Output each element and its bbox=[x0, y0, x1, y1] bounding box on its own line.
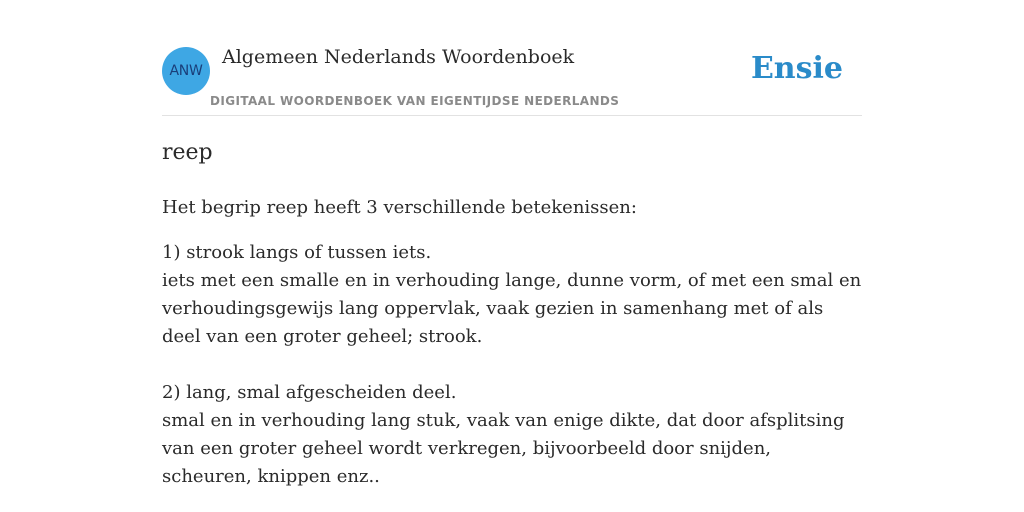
header-divider bbox=[162, 115, 862, 116]
meaning-definition: smal en in verhouding lang stuk, vaak van enige dikte, dat door afsplitsing van een groter geheel wordt verkregen, bijvoorbeeld door snijden, scheuren, knippen enz.. bbox=[162, 410, 845, 487]
entry-intro: Het begrip reep heeft 3 verschillende betekenissen: bbox=[162, 197, 637, 218]
page bbox=[162, 0, 862, 512]
site-subtitle: DIGITAAL WOORDENBOEK VAN EIGENTIJDSE NEDERLANDS bbox=[210, 94, 620, 108]
meaning-definition: iets met een smalle en in verhouding lange, dunne vorm, of met een smal en verhoudingsgewijs lang oppervlak, vaak gezien in samenhang met of als deel van een groter geheel; strook. bbox=[162, 270, 862, 347]
ensie-brand-logo[interactable]: Ensie bbox=[750, 51, 843, 86]
meaning-heading: 1) strook langs of tussen iets. bbox=[162, 242, 432, 263]
anw-logo[interactable] bbox=[162, 47, 210, 95]
site-title[interactable]: Algemeen Nederlands Woordenboek bbox=[222, 46, 575, 68]
anw-logo-text: ANW bbox=[169, 63, 203, 79]
meaning-item bbox=[162, 239, 862, 351]
meaning-heading: 2) lang, smal afgescheiden deel. bbox=[162, 382, 457, 403]
page-title: reep bbox=[162, 140, 213, 165]
meaning-item bbox=[162, 379, 862, 491]
meanings-list bbox=[162, 239, 862, 512]
